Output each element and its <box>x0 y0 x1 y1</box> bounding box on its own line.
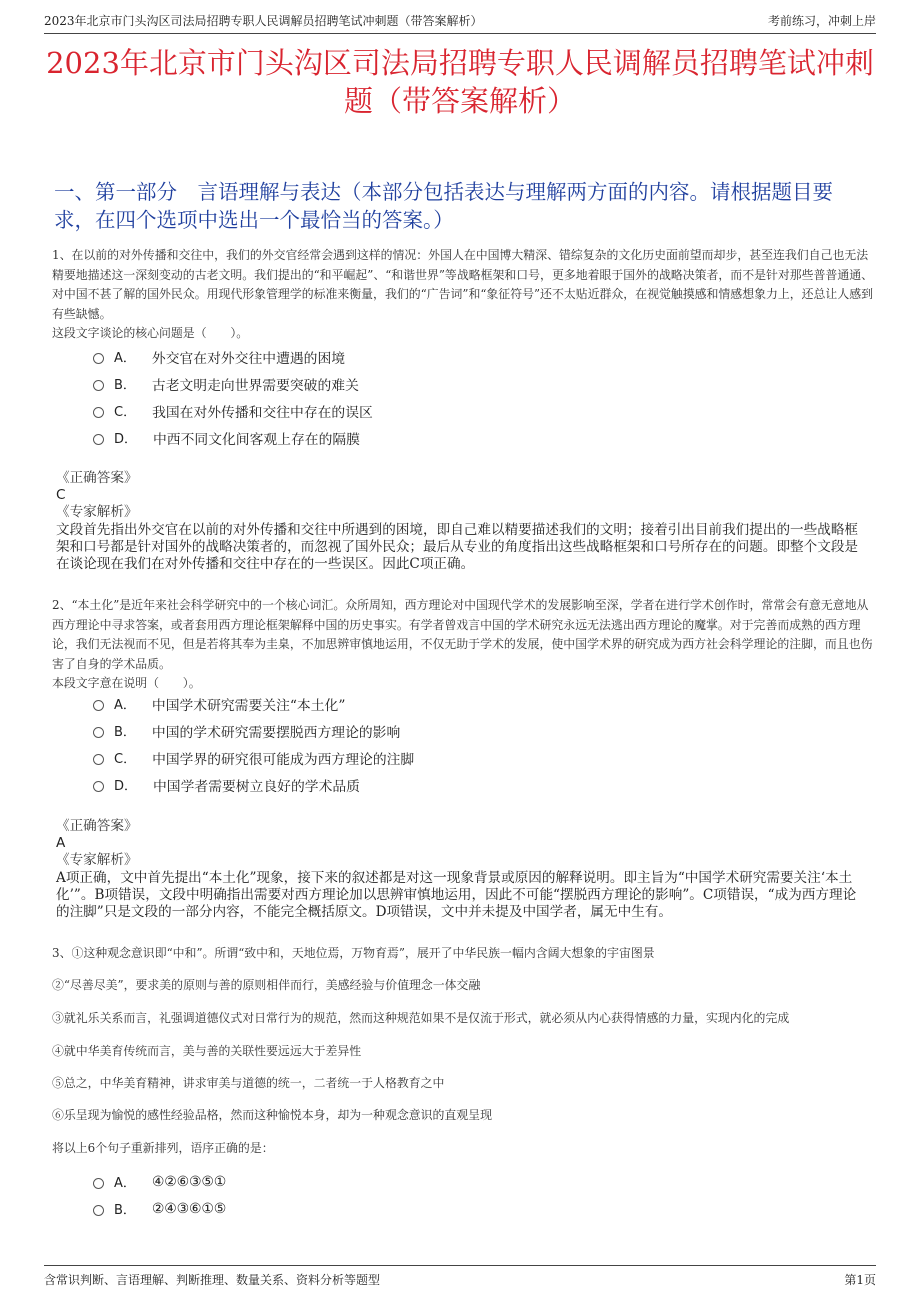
radio-icon[interactable] <box>93 700 104 711</box>
page-title: 2023年北京市门头沟区司法局招聘专职人民调解员招聘笔试冲刺题（带答案解析） <box>46 46 874 118</box>
question-2-stem: 2、“本土化”是近年来社会科学研究中的一个核心词汇。众所周知，西方理论对中国现代学术的发展影响至深，学者在进行学术创作时，常常会有意无意地从西方理论中寻求答案，或者套用西方理论框架解释中国的历史事实。有学者曾戏言中国的学术研究永远无法逃出西方理论的魔掌。对于完善而成熟的西方理论，我们无法视而不见，但是若将其奉为圭臬，不加思辨审慎地运用，不仅无助于学术的发展，使中国学术界的研究成为西方社会科学理论的注脚，而且也伤害了自身的学术品质。 <box>52 598 873 671</box>
q3-sentence-3: ③就礼乐关系而言，礼强调道德仪式对日常行为的规范，然而这种规范如果不是仅流于形式，就必须从内心获得情感的力量，实现内化的完成 <box>52 1011 790 1025</box>
q2-option-c[interactable]: C． 中国学界的研究很可能成为西方理论的注脚 <box>93 744 414 771</box>
question-2-ask: 本段文字意在说明（ ）。 <box>52 676 201 690</box>
question-2-answer-block <box>56 818 864 921</box>
question-1 <box>52 246 876 344</box>
radio-icon[interactable] <box>93 754 104 765</box>
radio-icon[interactable] <box>93 380 104 391</box>
answer-label: 《正确答案》 <box>56 470 138 486</box>
q2-option-d[interactable]: D． 中国学者需要树立良好的学术品质 <box>93 771 414 798</box>
analysis-label: 《专家解析》 <box>56 504 138 521</box>
q3-sentence-5: ⑤总之，中华美育精神，讲求审美与道德的统一，二者统一于人格教育之中 <box>52 1076 445 1090</box>
header-doc-title: 2023年北京市门头沟区司法局招聘专职人民调解员招聘笔试冲刺题（带答案解析） <box>44 14 483 28</box>
q3-sentence-4: ④就中华美育传统而言，美与善的关联性要远远大于差异性 <box>52 1044 362 1058</box>
radio-icon[interactable] <box>93 1205 104 1216</box>
page-footer <box>44 1265 876 1288</box>
q1-option-d[interactable]: D． 中西不同文化间客观上存在的隔膜 <box>93 424 373 451</box>
q1-option-a[interactable]: A． 外交官在对外交往中遭遇的困境 <box>93 343 373 370</box>
footer-description: 含常识判断、言语理解、判断推理、数量关系、资料分析等题型 <box>44 1273 381 1287</box>
radio-icon[interactable] <box>93 1178 104 1189</box>
page-number: 第1页 <box>844 1273 876 1287</box>
header-slogan: 考前练习，冲刺上岸 <box>767 14 876 28</box>
radio-icon[interactable] <box>93 353 104 364</box>
q3-sentence-2: ②“尽善尽美”，要求美的原则与善的原则相伴而行，美感经验与价值理念一体交融 <box>52 978 481 992</box>
analysis-text: A项正确，文中首先提出“本土化”现象，接下来的叙述都是对这一现象背景或原因的解释说明。即主旨为“中国学术研究需要关注‘本土化’”。B项错误，文段中明确指出需要对西方理论加以思辨审慎地运用，因此不可能“摆脱西方理论的影响”。C项错误，“成为西方理论的注脚”只是文段的一部分内容，不能完全概括原文。D项错误，文中并未提及中国学者，属无中生有。 <box>56 869 857 921</box>
q3-option-b[interactable]: B． ②④③⑥①⑤ <box>93 1195 226 1222</box>
q3-option-a[interactable]: A． ④②⑥③⑤① <box>93 1168 226 1195</box>
analysis-label: 《专家解析》 <box>56 852 138 869</box>
question-2-options <box>93 690 414 798</box>
radio-icon[interactable] <box>93 434 104 445</box>
question-1-answer-block <box>56 470 864 573</box>
q1-option-c[interactable]: C． 我国在对外传播和交往中存在的误区 <box>93 397 373 424</box>
q1-option-b[interactable]: B． 古老文明走向世界需要突破的难关 <box>93 370 373 397</box>
answer-value: C <box>56 487 66 504</box>
q3-sentence-6: ⑥乐呈现为愉悦的感性经验品格，然而这种愉悦本身，却为一种观念意识的直观呈现 <box>52 1108 492 1122</box>
radio-icon[interactable] <box>93 727 104 738</box>
section-heading: 一、第一部分 言语理解与表达（本部分包括表达与理解两方面的内容。请根据题目要求，在四个选项中选出一个最恰当的答案。） <box>54 180 833 232</box>
question-1-options <box>93 343 373 451</box>
answer-value: A <box>56 835 66 852</box>
question-1-stem: 1、在以前的对外传播和交往中，我们的外交官经常会遇到这样的情况：外国人在中国博大精深、错综复杂的文化历史面前望而却步，甚至连我们自己也无法精要地描述这一深刻变动的古老文明。我们提出的“和平崛起”、“和谐世界”等战略框架和口号，更多地着眼于国外的战略决策者，而不是针对那些普普通通、对中国不甚了解的国外民众。用现代形象管理学的标准来衡量，我们的“广告词”和“象征符号”还不太贴近群众，在视觉触摸感和情感想象力上，还总让人感到有些缺憾。 <box>52 248 873 321</box>
analysis-text: 文段首先指出外交官在以前的对外传播和交往中所遇到的困境，即自己难以精要描述我们的文明；接着引出目前我们提出的一些战略框架和口号都是针对国外的战略决策者的，而忽视了国外民众；最后从专业的角度指出这些战略框架和口号所存在的问题。即整个文段是在谈论现在我们在对外传播和交往中存在的一些误区。因此C项正确。 <box>56 521 859 573</box>
question-3-options <box>93 1168 226 1222</box>
q2-option-b[interactable]: B． 中国的学术研究需要摆脱西方理论的影响 <box>93 717 414 744</box>
q3-ask: 将以上6个句子重新排列，语序正确的是： <box>52 1141 274 1155</box>
question-1-ask: 这段文字谈论的核心问题是（ ）。 <box>52 326 249 340</box>
radio-icon[interactable] <box>93 781 104 792</box>
question-2 <box>52 596 876 694</box>
page-header <box>44 8 876 34</box>
q3-sentence-1: 3、①这种观念意识即“中和”。所谓“致中和，天地位焉，万物育焉”，展开了中华民族一幅内含阔大想象的宇宙图景 <box>52 946 655 960</box>
q2-option-a[interactable]: A． 中国学术研究需要关注“本土化” <box>93 690 414 717</box>
answer-label: 《正确答案》 <box>56 818 138 834</box>
radio-icon[interactable] <box>93 407 104 418</box>
